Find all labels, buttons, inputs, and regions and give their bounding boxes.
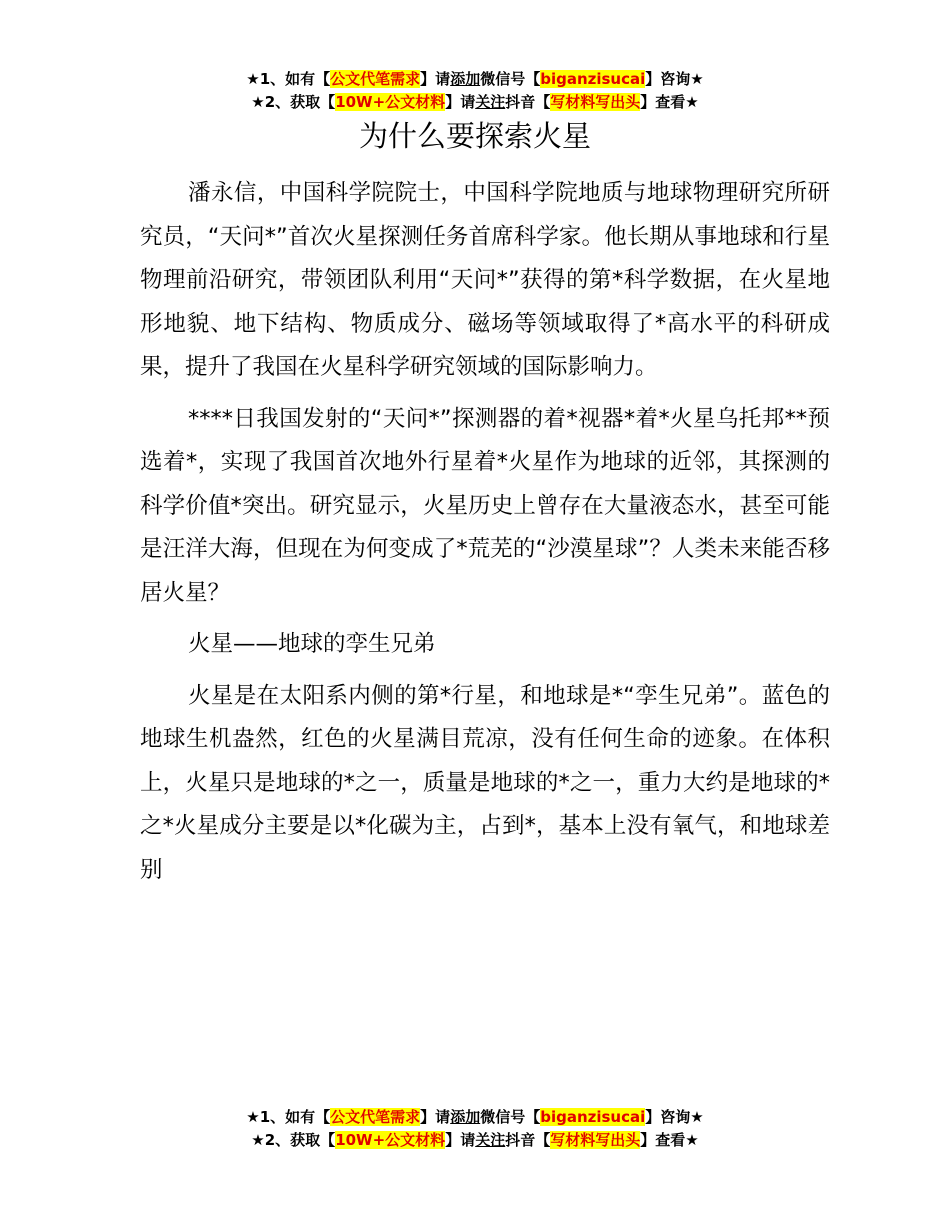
body-paragraph: ****日我国发射的“天问*”探测器的着*视器*着*火星乌托邦**预选着*，实现了我国首次地外行星着*火星作为地球的近邻，其探测的科学价值*突出。研究显示，火星历史上曾存在大量液态水，甚至可能是汪洋大海，但现在为何变成了*荒芜的“沙漠星球”？人类未来能否移居火星？ bbox=[140, 405, 830, 606]
promo-highlight-douyin: 写材料写出头 bbox=[550, 1131, 641, 1149]
header-promo-banner bbox=[0, 68, 950, 114]
promo-highlight-materials: 10W+公文材料 bbox=[335, 1131, 446, 1149]
promo-line-2: ★2、获取【10W+公文材料】请关注抖音【写材料写出头】查看★ bbox=[251, 1131, 699, 1149]
promo-highlight-service: 公文代笔需求 bbox=[330, 70, 421, 88]
promo-highlight-wechat-id: biganzisucai bbox=[540, 70, 646, 88]
document-body bbox=[140, 172, 830, 900]
section-heading: 火星——地球的孪生兄弟 bbox=[188, 631, 436, 657]
promo-highlight-wechat-id: biganzisucai bbox=[540, 1108, 646, 1126]
promo-line-1: ★1、如有【公文代笔需求】请添加微信号【biganzisucai】咨询★ bbox=[246, 70, 704, 88]
promo-highlight-service: 公文代笔需求 bbox=[330, 1108, 421, 1126]
promo-highlight-materials: 10W+公文材料 bbox=[335, 93, 446, 111]
body-paragraph: 火星是在太阳系内侧的第*行星，和地球是*“孪生兄弟”。蓝色的地球生机盎然，红色的火星满目荒凉，没有任何生命的迹象。在体积上，火星只是地球的*之一，质量是地球的*之一，重力大约是地球的*之*火星成分主要是以*化碳为主，占到*，基本上没有氧气，和地球差别 bbox=[140, 682, 830, 883]
footer-promo-banner bbox=[0, 1106, 950, 1152]
promo-line-1: ★1、如有【公文代笔需求】请添加微信号【biganzisucai】咨询★ bbox=[246, 1108, 704, 1126]
promo-line-2: ★2、获取【10W+公文材料】请关注抖音【写材料写出头】查看★ bbox=[251, 93, 699, 111]
promo-highlight-douyin: 写材料写出头 bbox=[550, 93, 641, 111]
document-title: 为什么要探索火星 bbox=[358, 119, 591, 153]
body-paragraph: 潘永信，中国科学院院士，中国科学院地质与地球物理研究所研究员，“天问*”首次火星探测任务首席科学家。他长期从事地球和行星物理前沿研究，带领团队利用“天问*”获得的第*科学数据，在火星地形地貌、地下结构、物质成分、磁场等领域取得了*高水平的科研成果，提升了我国在火星科学研究领域的国际影响力。 bbox=[140, 180, 830, 380]
